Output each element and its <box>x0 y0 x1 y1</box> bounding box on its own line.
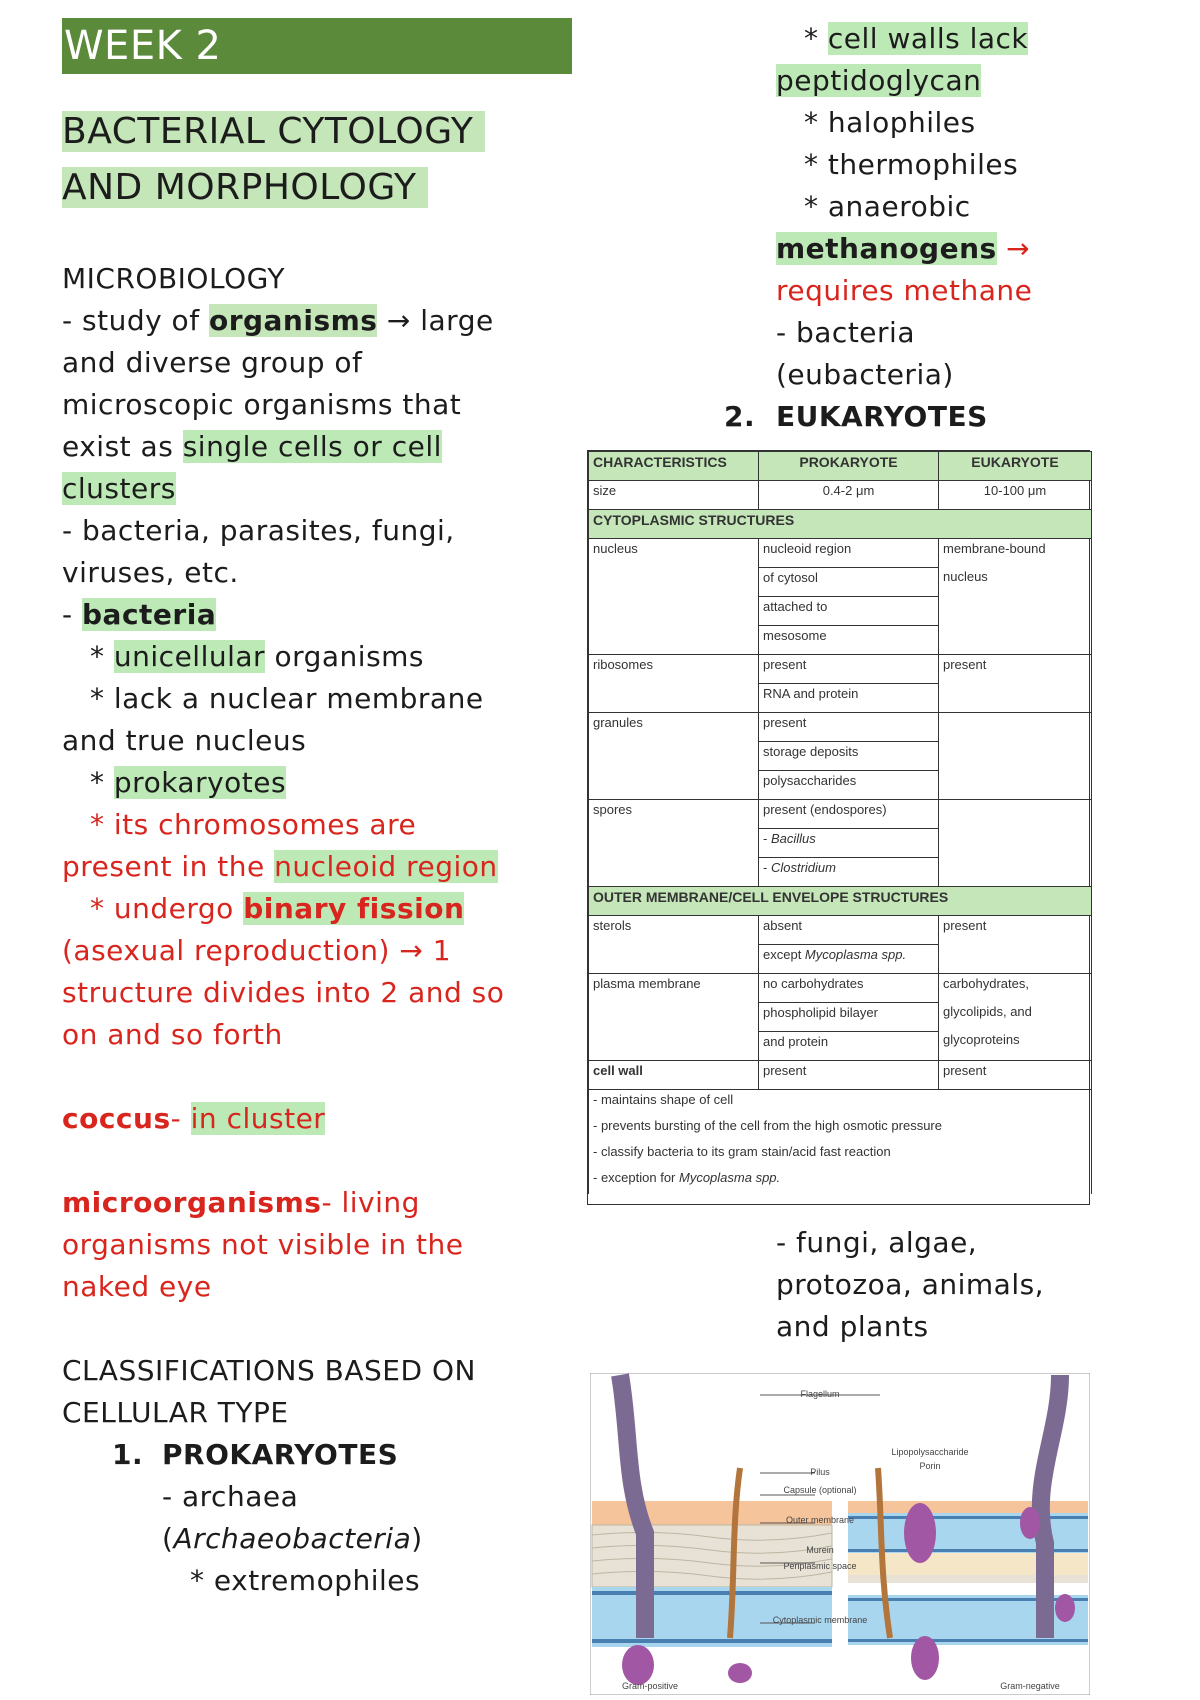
binary-fission-line: on and so forth <box>62 1018 283 1051</box>
bullet-chromosomes-cont: present in the nucleoid region <box>62 850 498 883</box>
eubacteria-line: (eubacteria) <box>776 358 954 391</box>
coccus-line: coccus- in cluster <box>62 1102 326 1135</box>
comparison-table: CHARACTERISTICS PROKARYOTE EUKARYOTE size 0.4-2 μm 10-100 μm CYTOPLASMIC STRUCTURES nucleus nucleoid region membrane-bound nucleus of cytosol attached to mesosome ribosomes present present RNA and protein granules present storage deposits polysaccharides spores present (endospores) - Bacillus - Clostridium OUTER MEMBRANE/CELL ENVELOPE STRUCTURES sterols absent present except Mycoplasma spp. plasma membrane no carbohydrates carbohydrates, glycolipids, and glycoproteins phospholipid bilayer and protein cell wall present present - maintains shape of cell - prevents bursting of the cell from the high osmotic pressure - classify bacteria to its gram stain/acid fast reaction - exception for Mycoplasma spp. <box>587 450 1090 1205</box>
anaerobic-line: * anaerobic <box>804 190 971 223</box>
microorganisms-line: organisms not visible in the <box>62 1228 464 1261</box>
cell-wall-note: - exception for Mycoplasma spp. <box>589 1168 1092 1194</box>
bullet-binary-fission: * undergo binary fission <box>90 892 465 925</box>
halophiles-line: * halophiles <box>804 106 976 139</box>
definition-line: clusters <box>62 472 176 505</box>
bullet-chromosomes: * its chromosomes are <box>90 808 417 841</box>
cell-wall-note: - prevents bursting of the cell from the high osmotic pressure <box>589 1116 1092 1142</box>
table-row: plasma membrane no carbohydrates carbohydrates, glycolipids, and glycoproteins <box>589 974 1092 1003</box>
microorganisms-line: microorganisms- living <box>62 1186 420 1219</box>
microbiology-heading: MICROBIOLOGY <box>62 262 286 295</box>
section-cytoplasmic: CYTOPLASMIC STRUCTURES <box>589 510 1092 539</box>
table-row: granules present <box>589 713 1092 742</box>
archaea-line: - archaea <box>162 1480 299 1513</box>
organisms-term: organisms <box>208 304 378 337</box>
extremophiles-line: * extremophiles <box>190 1564 421 1597</box>
binary-fission-line: (asexual reproduction) → 1 <box>62 934 452 967</box>
label-gram-negative: Gram-negative <box>1000 1681 1060 1691</box>
right-column <box>724 18 1106 438</box>
eukaryotes-heading: 2. EUKARYOTES <box>724 400 988 433</box>
thermophiles-line: * thermophiles <box>804 148 1019 181</box>
peptidoglycan-line: peptidoglycan <box>776 64 982 97</box>
label-periplasmic: Periplasmic space <box>783 1561 857 1571</box>
cell-wall-note: - maintains shape of cell <box>589 1090 1092 1116</box>
microorganisms-line: naked eye <box>62 1270 212 1303</box>
label-lps: Lipopolysaccharide <box>891 1447 969 1457</box>
table-row: spores present (endospores) <box>589 800 1092 829</box>
requires-methane-line: requires methane <box>776 274 1033 307</box>
eukaryote-examples-line: protozoa, animals, <box>776 1268 1045 1301</box>
table-row: size 0.4-2 μm 10-100 μm <box>589 481 1092 510</box>
label-cytoplasmic: Cytoplasmic membrane <box>772 1615 868 1625</box>
section-outer-membrane: OUTER MEMBRANE/CELL ENVELOPE STRUCTURES <box>589 887 1092 916</box>
binary-fission-line: structure divides into 2 and so <box>62 976 505 1009</box>
bullet-nuclear-membrane: * lack a nuclear membrane <box>90 682 484 715</box>
label-flagellum: Flagellum <box>800 1389 840 1399</box>
label-porin: Porin <box>919 1461 941 1471</box>
cell-walls-line: * cell walls lack <box>804 22 1029 55</box>
eukaryote-examples-line: and plants <box>776 1310 929 1343</box>
bullet-unicellular: * unicellular organisms <box>90 640 425 673</box>
table-row: sterols absent present <box>589 916 1092 945</box>
methanogens-line: methanogens → <box>776 232 1031 265</box>
left-column <box>62 18 582 1602</box>
cell-envelope-figure <box>590 1373 1090 1695</box>
definition-line: microscopic organisms that <box>62 388 462 421</box>
label-outer-membrane: Outer membrane <box>785 1515 855 1525</box>
header-characteristics: CHARACTERISTICS <box>589 452 759 481</box>
eukaryote-examples <box>776 1222 1106 1348</box>
bullet-nuclear-membrane-cont: and true nucleus <box>62 724 307 757</box>
classification-heading: CELLULAR TYPE <box>62 1396 289 1429</box>
label-murein: Murein <box>806 1545 834 1555</box>
label-gram-positive: Gram-positive <box>621 1681 679 1691</box>
title-line-1: BACTERIAL CYTOLOGY <box>62 111 485 152</box>
table-row: nucleus nucleoid region membrane-bound nucleus <box>589 539 1092 568</box>
page-title <box>62 104 582 216</box>
week-banner: WEEK 2 <box>62 18 572 74</box>
single-cells-term: single cells or cell <box>182 430 442 463</box>
bacteria-line: - bacteria <box>776 316 915 349</box>
table-row: ribosomes present present <box>589 655 1092 684</box>
title-line-2: AND MORPHOLOGY <box>62 167 428 208</box>
label-capsule: Capsule (optional) <box>783 1485 857 1495</box>
cell-wall-note: - classify bacteria to its gram stain/acid fast reaction <box>589 1142 1092 1168</box>
definition-line: and diverse group of <box>62 346 363 379</box>
definition-line: exist as single cells or cell <box>62 430 442 463</box>
classification-heading: CLASSIFICATIONS BASED ON <box>62 1354 476 1387</box>
examples-line: - bacteria, parasites, fungi, <box>62 514 455 547</box>
bullet-prokaryotes: * prokaryotes <box>90 766 287 799</box>
archaeobacteria-line: (Archaeobacteria) <box>162 1522 423 1555</box>
definition-line: - study of organisms → large <box>62 304 494 337</box>
prokaryotes-heading: 1. PROKARYOTES <box>112 1438 399 1471</box>
bacteria-heading: - bacteria <box>62 598 217 631</box>
header-prokaryote: PROKARYOTE <box>759 452 939 481</box>
table-row: cell wall present present <box>589 1061 1092 1090</box>
label-pilus: Pilus <box>810 1467 830 1477</box>
header-eukaryote: EUKARYOTE <box>939 452 1092 481</box>
eukaryote-examples-line: - fungi, algae, <box>776 1226 978 1259</box>
examples-line: viruses, etc. <box>62 556 239 589</box>
